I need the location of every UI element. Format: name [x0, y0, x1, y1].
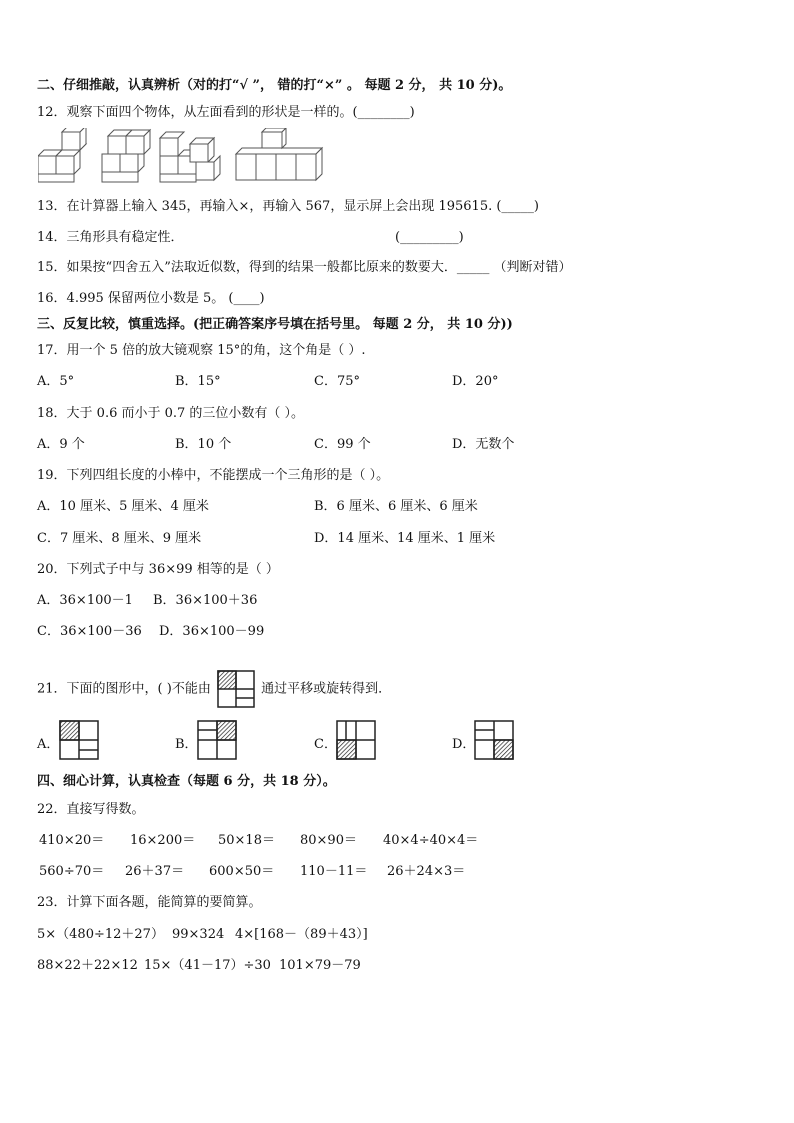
question-20: 20．下列式子中与 36×99 相等的是（ ） [37, 562, 279, 577]
option-a-label: A． [37, 737, 60, 752]
option-a[interactable]: A．9 个 [37, 437, 85, 452]
calc-item: 101×79－79 [279, 958, 361, 973]
question-23: 23．计算下面各题，能简算的要简算。 [37, 895, 262, 910]
calc-item: 110－11＝ [300, 864, 368, 879]
option-d[interactable]: D．36×100－99 [159, 624, 265, 639]
option-d-label: D． [452, 737, 476, 752]
option-c[interactable]: C．99 个 [314, 437, 371, 452]
section-4-header: 四、细心计算，认真检查（每题 6 分，共 18 分）。 [37, 774, 336, 789]
calc-item: 26＋37＝ [125, 864, 185, 879]
option-a[interactable]: A．36×100－1 [37, 593, 133, 608]
question-14: 14．三角形具有稳定性． [37, 230, 184, 245]
calc-item: 4×[168－（89＋43）] [235, 927, 368, 942]
section-2-header: 二、仔细推敲，认真辨析（对的打“√ ”， 错的打“×” 。 每题 2 分， 共 10 分)。 [37, 78, 512, 93]
calc-item: 50×18＝ [218, 833, 275, 848]
option-c-label: C． [314, 737, 337, 752]
cube-figure-4 [236, 128, 322, 180]
cube-figures [38, 128, 328, 186]
option-c-shape [336, 720, 376, 760]
option-c[interactable]: C．75° [314, 374, 360, 389]
question-21 [37, 670, 391, 708]
option-d[interactable]: D．14 厘米、14 厘米、1 厘米 [314, 531, 496, 546]
reference-shape [217, 670, 255, 708]
question-15: 15．如果按“四舍五入”法取近似数，得到的结果一般都比原来的数要大．_____ （判断对错） [37, 260, 572, 275]
question-13: 13．在计算器上输入 345，再输入×，再输入 567，显示屏上会出现 195615. (_____) [37, 199, 539, 214]
option-c[interactable]: C．7 厘米、8 厘米、9 厘米 [37, 531, 202, 546]
section-3-header: 三、反复比较，慎重选择。(把正确答案序号填在括号里。 每题 2 分， 共 10 分)) [37, 317, 513, 332]
calc-item: 99×324 [172, 927, 225, 942]
option-b[interactable]: B．10 个 [175, 437, 232, 452]
cube-figure-1 [38, 128, 86, 182]
cube-figure-2 [102, 130, 150, 182]
calc-item: 15×（41－17）÷30 [144, 958, 271, 973]
question-12: 12．观察下面四个物体，从左面看到的形状是一样的。(________) [37, 105, 415, 120]
option-a[interactable]: A．5° [37, 374, 75, 389]
calc-item: 26＋24×3＝ [387, 864, 466, 879]
option-a-shape [59, 720, 99, 760]
question-21-prefix: 21．下面的图形中，( )不能由 [37, 681, 211, 697]
calc-item: 40×4÷40×4＝ [383, 833, 479, 848]
calc-item: 80×90＝ [300, 833, 357, 848]
question-18: 18．大于 0.6 而小于 0.7 的三位小数有（ ）。 [37, 406, 305, 421]
option-d[interactable]: D．无数个 [452, 437, 515, 452]
cube-figure-3 [160, 132, 220, 182]
option-b[interactable]: B．15° [175, 374, 221, 389]
calc-item: 600×50＝ [209, 864, 275, 879]
option-b[interactable]: B．6 厘米、6 厘米、6 厘米 [314, 499, 478, 514]
calc-item: 560÷70＝ [39, 864, 105, 879]
option-d[interactable]: D．20° [452, 374, 499, 389]
question-17: 17．用一个 5 倍的放大镜观察 15°的角，这个角是（ ）. [37, 343, 366, 358]
calc-item: 5×（480÷12＋27） [37, 927, 164, 942]
calc-item: 16×200＝ [130, 833, 196, 848]
option-b[interactable]: B．36×100＋36 [153, 593, 258, 608]
question-21-suffix: 通过平移或旋转得到． [261, 681, 392, 697]
option-b-label: B． [175, 737, 198, 752]
question-19: 19．下列四组长度的小棒中，不能摆成一个三角形的是（ ）。 [37, 468, 390, 483]
question-16: 16．4.995 保留两位小数是 5。 (____) [37, 291, 265, 306]
question-22: 22．直接写得数。 [37, 802, 145, 817]
question-14-blank[interactable]: (_________) [395, 230, 464, 245]
option-b-shape [197, 720, 237, 760]
calc-item: 410×20＝ [39, 833, 105, 848]
option-d-shape [474, 720, 514, 760]
option-a[interactable]: A．10 厘米、5 厘米、4 厘米 [37, 499, 209, 514]
calc-item: 88×22＋22×12 [37, 958, 138, 973]
option-c[interactable]: C．36×100－36 [37, 624, 142, 639]
